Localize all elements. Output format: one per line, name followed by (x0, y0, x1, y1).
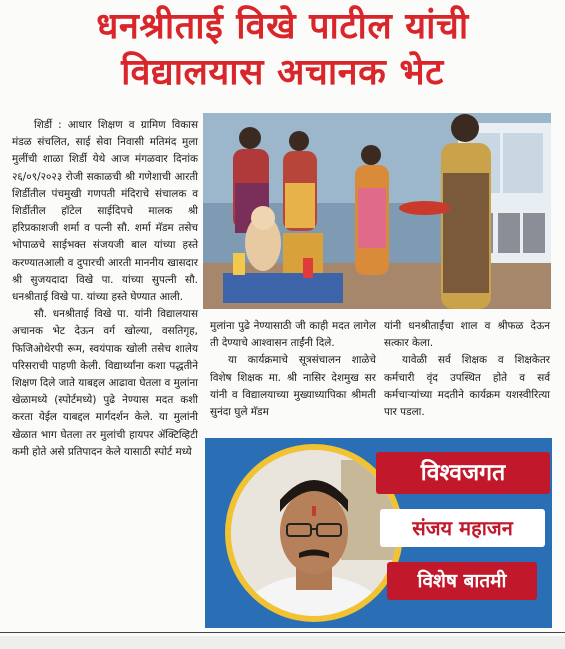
article-paragraph: यांनी धनश्रीताईंचा शाल व श्रीफळ देऊन सत्कार केला. (384, 320, 550, 350)
article-paragraph: यावेळी सर्व शिक्षक व शिक्षकेतर कर्मचारी वृंद उपस्थित होते व सर्व कर्मचाऱ्यांच्या मदतीने कार्यक्रम यशस्वीरित्या पार पडला. (384, 354, 550, 419)
article-paragraph: या कार्यक्रमाचे सूत्रसंचालन शाळेचे विशेष शिक्षक मा. श्री नासिर देशमुख सर यांनी व विद्यालयाच्या मुख्याध्यापिका श्रीमती सुनंदा घुले मॅडम (210, 354, 376, 419)
bottom-divider (0, 632, 565, 633)
headline-line-1: धनश्रीताई विखे पाटील यांची (96, 6, 469, 47)
event-photo (203, 113, 551, 309)
article-paragraph: शिर्डी : आधार शिक्षण व ग्रामिण विकास मंडळ संचलित, साई सेवा निवासी मतिमंद मुला मुलींची शाळा शिर्डी येथे आज मंगळवार दिनांक २६/०९/२०२३ रोजी सकाळची श्री गणेशाची आरती शिर्डीतील पंचमुखी गणपती मंदिराचे संचालक व शिर्डीतील हॉटेल साईदिपचे मालक श्री हरिप्रकाशजी शर्मा व पत्नी सौ. शर्मा मॅडम तसेच भोपाळचे साईभक्त संजयजी बाल यांच्या हस्ते करण्यातआली व दुपारची आरती माननीय खासदार श्री सुजयदादा विखे पा. यांच्या सुपत्नी सौ. धनश्रीताई विखे पा. यांच्या हस्ते घेण्यात आली. (12, 119, 198, 304)
banner-tag: विशेष बातमी (387, 562, 537, 600)
event-photo-illustration (203, 113, 551, 309)
article-left-column (12, 117, 198, 461)
article-right-column (384, 318, 550, 421)
next-article-strip (0, 636, 565, 649)
banner-name: संजय महाजन (380, 509, 545, 547)
reporter-banner (205, 438, 552, 628)
reporter-portrait (231, 450, 397, 616)
article-mid-column (210, 318, 376, 421)
headline (0, 4, 565, 96)
banner-title: विश्वजगत (376, 452, 550, 494)
headline-line-2: विद्यालयास अचानक भेट (121, 52, 444, 93)
article-paragraph: मुलांना पुढे नेण्यासाठी जी काही मदत लागेल ती देण्याचे आश्वासन ताईंनी दिले. (210, 320, 376, 350)
reporter-photo (231, 450, 397, 616)
article-paragraph: सौ. धनश्रीताई विखे पा. यांनी विद्यालयास अचानक भेट देऊन वर्ग खोल्या, वसतिगृह, फिजिओथेरपी रूम, स्वयंपाक खोली तसेच शालेय परिसराची पाहणी केली. विद्यार्थ्यांना कशा पद्धतीने शिक्षण दिले जाते याबद्दल आढावा घेतला व मुलांना खेळामध्ये (स्पोर्टमध्ये) पुढे नेण्यास मदत कशी करता येईल याबद्दल मार्गदर्शन केले. या मुलांनी खेळात भाग घेतला तर मुलांची हायपर ॲक्टिव्हिटी कमी होते असे प्रतिपादन केले यासाठी स्पोर्ट मध्ये (12, 308, 198, 458)
